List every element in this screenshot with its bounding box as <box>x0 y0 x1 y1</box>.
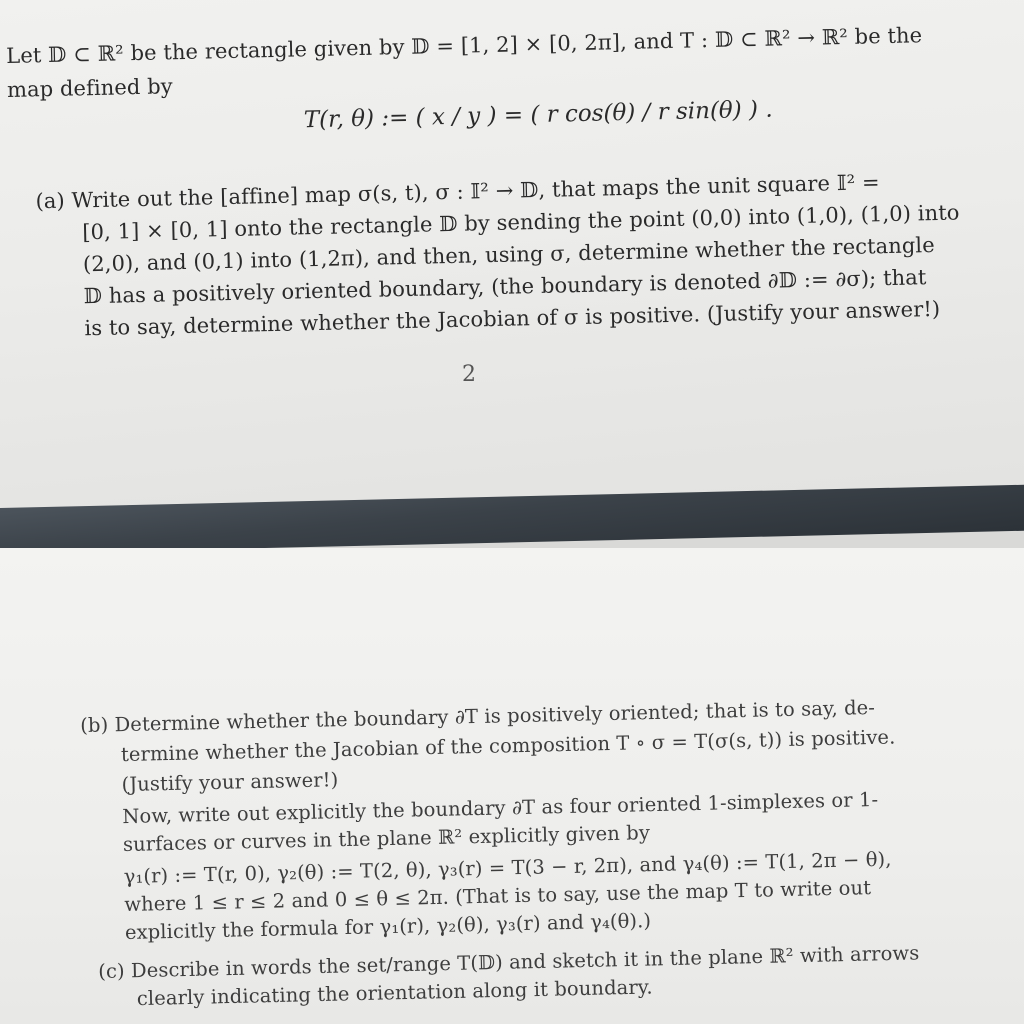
part-c-line-2: clearly indicating the orientation along it boundary. <box>136 975 653 1011</box>
part-c-line-1: (c) Describe in words the set/range T(𝔻) and sketch it in the plane ℝ² with arrows <box>98 941 920 983</box>
part-b-line-2: termine whether the Jacobian of the composition T ∘ σ = T(σ(s, t)) is positive. <box>120 725 896 767</box>
intro-line-2: map defined by <box>6 74 173 102</box>
problem-text-block <box>6 20 1024 404</box>
part-b-line-6: γ₁(r) := T(r, 0), γ₂(θ) := T(2, θ), γ₃(r) = T(3 − r, 2π), and γ₄(θ) := T(1, 2π − θ), <box>123 847 892 889</box>
part-b-line-3: (Justify your answer!) <box>121 768 339 797</box>
page-number: 2 <box>462 362 477 387</box>
part-a-line-4: 𝔻 has a positively oriented boundary, (the boundary is denoted ∂𝔻 := ∂σ); that <box>83 265 927 309</box>
part-b-line-4: Now, write out explicitly the boundary ∂T as four oriented 1-simplexes or 1- <box>122 787 879 829</box>
part-b-line-7: where 1 ≤ r ≤ 2 and 0 ≤ θ ≤ 2π. (That is to say, use the map T to write out <box>124 876 872 917</box>
upper-page <box>0 0 1024 510</box>
part-a-line-5: is to say, determine whether the Jacobian of σ is positive. (Justify your answer!) <box>84 296 941 341</box>
part-b-line-1: (b) Determine whether the boundary ∂T is positively oriented; that is to say, de- <box>80 695 876 737</box>
part-a-line-1: (a) Write out the [affine] map σ(s, t), σ : 𝕀² → 𝔻, that maps the unit square 𝕀² = <box>35 170 880 214</box>
part-a-line-3: (2,0), and (0,1) into (1,2π), and then, using σ, determine whether the rectangle <box>82 232 935 277</box>
part-b-line-5: surfaces or curves in the plane ℝ² explicitly given by <box>122 821 651 857</box>
map-definition-formula: T(r, θ) := ( x / y ) = ( r cos(θ) / r sin(θ) ) . <box>303 96 773 134</box>
part-b-line-8: explicitly the formula for γ₁(r), γ₂(θ), γ₃(r) and γ₄(θ).) <box>124 909 652 945</box>
part-a-line-2: [0, 1] × [0, 1] onto the rectangle 𝔻 by sending the point (0,0) into (1,0), (1,0) into <box>82 200 960 245</box>
lower-page <box>0 548 1024 1024</box>
intro-line-1: Let 𝔻 ⊂ ℝ² be the rectangle given by 𝔻 = [1, 2] × [0, 2π], and T : 𝔻 ⊂ ℝ² → ℝ² be the <box>6 23 923 68</box>
